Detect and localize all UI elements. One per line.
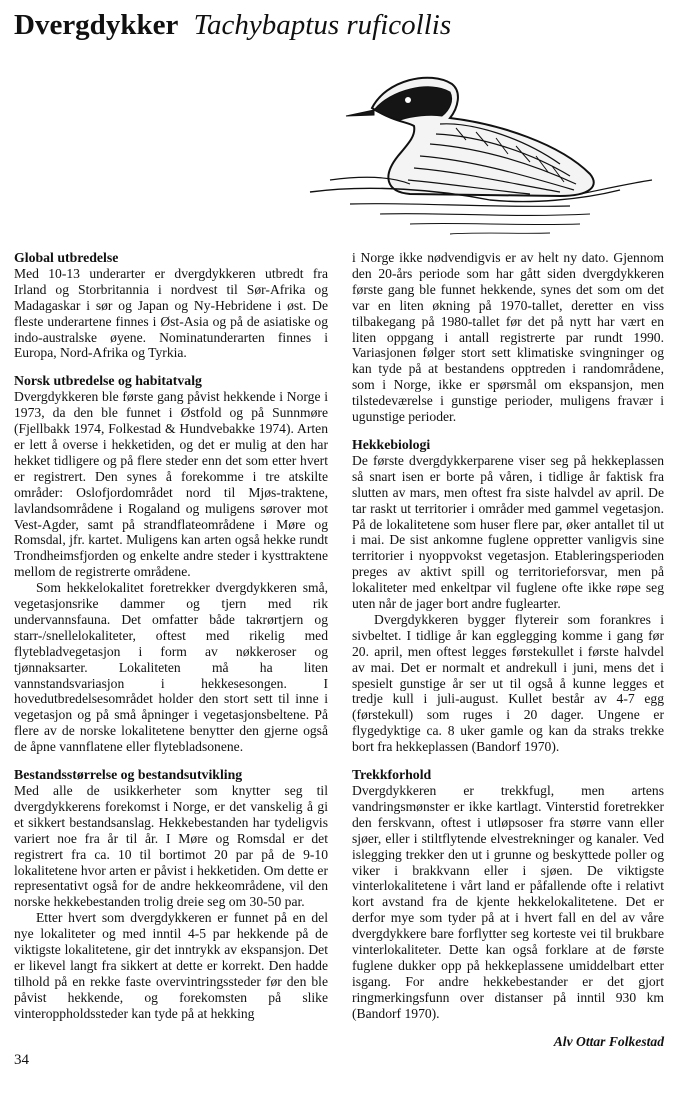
paragraph: Som hekkelokalitet foretrekker dvergdykkeren små, vegetasjonsrike dammer og tjern med rik undervannsfauna. Det omfatter både takrørtjern og starr-/snellelokaliteter, oftest med rikelig med flytebladvegetasjon i form av nøkkeroser og tjønnaksarter. Lokaliteten må ha liten vannstandsvariasjon i hekkesesongen. I hovedutbredelsesområdet holder den stort sett til inne i vegetasjon og på små åpninger i vegetasjonsbeltene. På flere av de norske lokalitetene benytter den gjerne også de åpne vannflatene eller flytebladsonene.: [14, 580, 328, 755]
right-column: [352, 250, 664, 1050]
section-heading: Norsk utbredelse og habitatvalg: [14, 373, 202, 389]
section-population-continued: [352, 250, 664, 425]
section-heading: Trekkforhold: [352, 767, 432, 783]
left-column: [14, 250, 328, 1034]
paragraph: Dvergdykkeren er trekkfugl, men artens vandringsmønster er ikke kartlagt. Vinterstid foretrekker den ferskvann, oftest i utløpsoser fra større vann eller sjøer, eller i stiltflytende elvestrekninger og kanaler. Ved islegging trekker den ut i grunne og beskyttede poller og viker i brakkvann eller i sjøen. De viktigste vinterlokalitetene i vårt land er påfallende ofte i relativt kort avstand fra de kjente hekkelokalitetene. Det er derfor mye som tyder på at i hvert fall en del av våre dvergdykkere bare forflytter seg korteste vei til brukbare vinterlokaliteter. Dette kan også forklare at de første fuglene dukker opp på hekkeplassene umiddelbart etter isgang. For andre hekkebestander er det gjort ringmerkingsfunn over distanser på inntil 930 km (Bandorf 1970).: [352, 783, 664, 1021]
section-migration: [352, 767, 664, 1022]
section-heading: Bestandsstørrelse og bestandsutvikling: [14, 767, 243, 783]
section-population: [14, 767, 328, 1022]
page-number: 34: [14, 1052, 29, 1068]
author-signature: Alv Ottar Folkestad: [553, 1033, 664, 1049]
paragraph: De første dvergdykkerparene viser seg på hekkeplassen så snart isen er borte på våren, i tidlige år faktisk fra slutten av mars, men oftest fra siste halvdel av april. De tar raskt ut territorier i områder med gammel vegetasjon. På de lokalitetene som huser flere par, øker antallet til ut i mai. De sist ankomne fuglene oppretter vanligvis sine territorier i nyoppvokst vegetasjon. Etableringsperioden preges av aktivt spill og territorieforsvar, men på lokaliteter med enkeltpar vil fuglene ofte ikke røpe seg uten når de jager bort andre fuglearter.: [352, 452, 664, 612]
species-latin-name: Tachybaptus ruficollis: [193, 9, 452, 41]
section-breeding-biology: [352, 437, 664, 755]
section-global-distribution: [14, 250, 328, 361]
species-common-name: Dvergdykker: [14, 9, 179, 41]
paragraph: i Norge ikke nødvendigvis er av helt ny dato. Gjennom den 20-års periode som har gått siden dvergdykkeren første gang ble funnet hekkende, synes det som om det var en liten økning på 1970-tallet, deretter en viss tilbakegang på 1980-tallet før det på nytt har vært en liten oppgang i antall registrerte par rundt 1990. Variasjonen følger stort sett klimatiske svingninger og kan tyde på at bestandens opptreden i randområdene, som i Norge, ikke er spørsmål om ekspansjon, men tilstedeværelse i gunstige perioder, muligens fravær i ugunstige perioder.: [352, 250, 664, 425]
section-heading: Global utbredelse: [14, 250, 119, 265]
paragraph: Etter hvert som dvergdykkeren er funnet på en del nye lokaliteter og med inntil 4-5 par hekkende på de viktigste lokalitetene, gir det inntrykk av ekspansjon. Det er likevel langt fra sikkert at dette er korrekt. Den hadde tilhold på en rekke faste overvintringssteder før den ble påvist hekkende, og forekomsten på slike vinteroppholdssteder kan tyde på at hekking: [14, 910, 328, 1021]
little-grebe-swimming-drawing-icon: [290, 44, 670, 244]
paragraph: Dvergdykkeren bygger flytereir som forankres i sivbeltet. I tidlige år kan egglegging komme i gang før 20. april, men oftest legges førstekullet i første halvdel av mai. Det er normalt et andrekull i juni, mens det i spesielt gunstige år ser ut til også å kunne legges et tredje kull i juli-august. Kullet består av 4-7 egg (førstekull) som ruges i 20 dager. Ungene er flygedyktige ca. 8 uker gamle og kan da straks trekke bort fra hekkeplassen (Bandorf 1970).: [352, 611, 664, 755]
section-heading: Hekkebiologi: [352, 436, 431, 452]
paragraph: Med 10-13 underarter er dvergdykkeren utbredt fra Irland og Storbritannia i nordvest til Sør-Afrika og Madagaskar i sør og Japan og Ny-Hebridene i øst. De fleste underartene finnes i Øst-Asia og på de asiatiske og indo-australske øyene. Nominatunderarten finnes i Europa, Nord-Afrika og Tyrkia.: [14, 265, 328, 361]
paragraph: Dvergdykkeren ble første gang påvist hekkende i Norge i 1973, da den ble funnet i Østfold og på Sunnmøre (Fjellbakk 1974, Folkestad & Hundvebakke 1974). Arten er lett å overse i hekketiden, og det er mulig at den har hekket tidligere og på flere steder enn det som etter hvert er registrert. Den synes å forekomme i tre atskilte områder: Oslofjordområdet nord til Mjøs-traktene, lavlandsområdene i Rogaland og muligens sørover mot Vest-Agder, samt på strandflateområdene i Møre og Romsdal, jfr. kartet. Muligens kan arten også hekke rundt Trondheimsfjorden og enkelte andre steder i kysttraktene mellom de registrerte områdene.: [14, 389, 328, 580]
article-title: [14, 8, 451, 42]
section-norwegian-distribution: [14, 373, 328, 755]
paragraph: Med alle de usikkerheter som knytter seg til dvergdykkerens forekomst i Norge, er det vanskelig å gi et sikkert bestandsanslag. Hekkebestanden har tydeligvis variert noe fra år til år. I Møre og Romsdal er det registrert fra ca. 10 til bortimot 20 par på de 9-10 lokalitetene hvor arten er påvist i hekketiden. Om dette er representativt også for de andre hekkeområdene, vil den norske hekkebestanden trolig dreie seg om 30-50 par.: [14, 783, 328, 910]
